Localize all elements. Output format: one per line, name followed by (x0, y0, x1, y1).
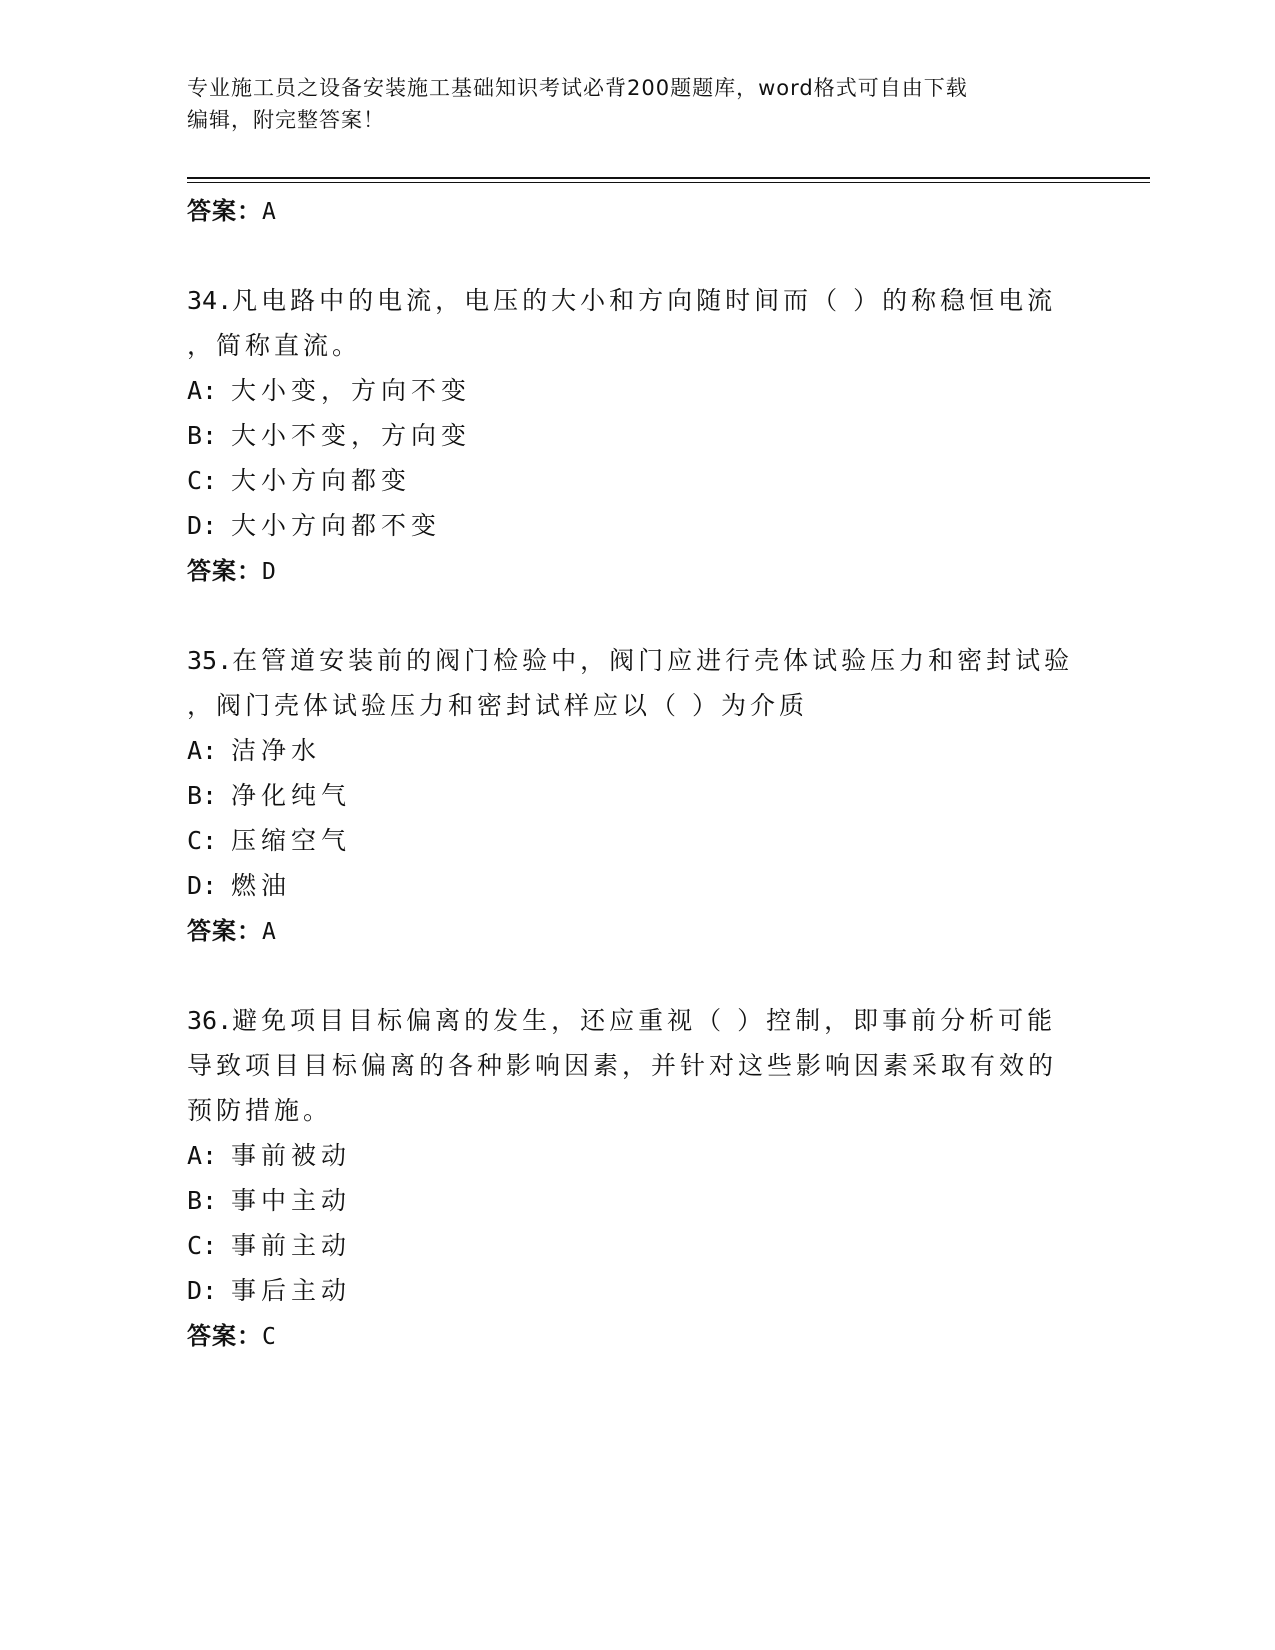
question-stem-text: 凡电路中的电流，电压的大小和方向随时间而（ ）的称稳恒电流 (232, 286, 1057, 315)
option-b (187, 413, 1087, 458)
question-answer (187, 1313, 1087, 1359)
option-letter: B: (187, 421, 218, 450)
option-text: 大小变，方向不变 (231, 376, 472, 405)
question-stem-line (187, 278, 1087, 323)
option-d (187, 1268, 1087, 1313)
option-letter: B: (187, 1186, 218, 1215)
question-stem-line: ，简称直流。 (187, 331, 362, 360)
question-number: 34. (187, 286, 233, 315)
option-text: 压缩空气 (231, 826, 352, 855)
option-text: 事后主动 (231, 1276, 352, 1305)
question-stem-line (187, 998, 1087, 1043)
header-title-line-2: 编辑，附完整答案！ (187, 108, 385, 132)
option-c (187, 818, 1087, 863)
question-stem-line (187, 638, 1087, 683)
option-text: 事前被动 (231, 1141, 352, 1170)
question-stem-text: 在管道安装前的阀门检验中，阀门应进行壳体试验压力和密封试验 (232, 646, 1074, 675)
question-36 (187, 998, 1087, 1359)
option-letter: C: (187, 466, 218, 495)
option-text: 大小不变，方向变 (231, 421, 472, 450)
option-text: 洁净水 (231, 736, 322, 765)
question-list (187, 188, 1087, 1359)
question-stem-line: ，阀门壳体试验压力和密封试样应以（ ）为介质 (187, 691, 808, 720)
option-letter: A: (187, 736, 218, 765)
answer-label: 答案： (187, 1322, 262, 1350)
option-letter: D: (187, 511, 218, 540)
option-letter: C: (187, 1231, 218, 1260)
option-d (187, 863, 1087, 908)
header-divider-thick (187, 177, 1150, 179)
question-answer (187, 908, 1087, 954)
option-text: 事前主动 (231, 1231, 352, 1260)
answer-label: 答案： (187, 917, 262, 945)
answer-value: D (262, 559, 276, 585)
option-a (187, 368, 1087, 413)
option-letter: A: (187, 1141, 218, 1170)
answer-label: 答案： (187, 557, 262, 585)
question-number: 36. (187, 1006, 233, 1035)
option-text: 大小方向都变 (231, 466, 412, 495)
question-stem-line: 预防措施。 (187, 1096, 333, 1125)
header-title-line-1: 专业施工员之设备安装施工基础知识考试必背200题题库，word格式可自由下载 (187, 76, 968, 100)
option-c (187, 1223, 1087, 1268)
option-text: 事中主动 (231, 1186, 352, 1215)
question-34 (187, 278, 1087, 594)
answer-value: C (262, 1324, 276, 1350)
question-number: 35. (187, 646, 233, 675)
option-a (187, 1133, 1087, 1178)
option-text: 大小方向都不变 (231, 511, 442, 540)
question-35 (187, 638, 1087, 954)
question-stem-line: 导致项目目标偏离的各种影响因素，并针对这些影响因素采取有效的 (187, 1051, 1058, 1080)
document-header (187, 72, 1067, 136)
answer-value: A (262, 919, 276, 945)
option-text: 燃油 (231, 871, 292, 900)
option-d (187, 503, 1087, 548)
option-text: 净化纯气 (231, 781, 352, 810)
option-letter: A: (187, 376, 218, 405)
header-divider-thin (187, 182, 1150, 183)
previous-answer (187, 188, 1087, 234)
question-answer (187, 548, 1087, 594)
option-a (187, 728, 1087, 773)
option-letter: C: (187, 826, 218, 855)
option-letter: B: (187, 781, 218, 810)
option-b (187, 1178, 1087, 1223)
option-c (187, 458, 1087, 503)
question-stem-text: 避免项目目标偏离的发生，还应重视（ ）控制，即事前分析可能 (232, 1006, 1057, 1035)
answer-value: A (262, 199, 276, 225)
option-letter: D: (187, 1276, 218, 1305)
answer-label: 答案： (187, 197, 262, 225)
option-b (187, 773, 1087, 818)
option-letter: D: (187, 871, 218, 900)
